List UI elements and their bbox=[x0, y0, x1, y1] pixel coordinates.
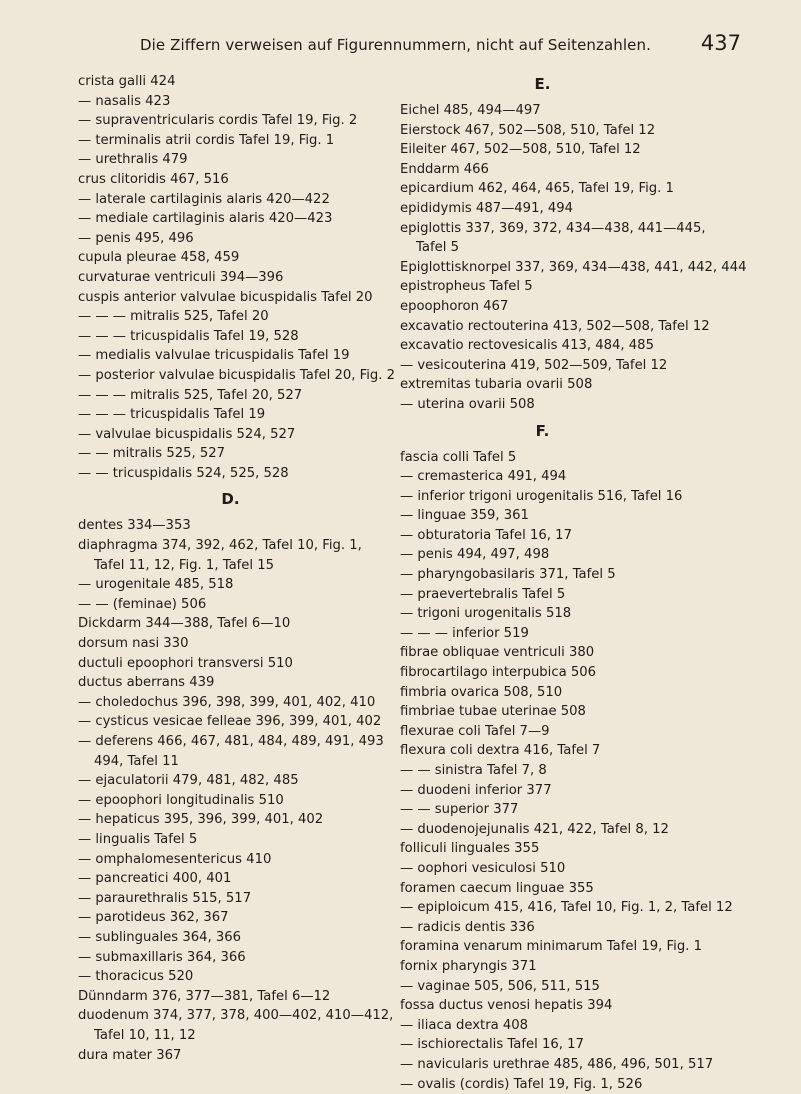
index-entry: — penis 495, 496 bbox=[78, 229, 423, 249]
index-entry: Epiglottisknorpel 337, 369, 434—438, 441, 442, 444 bbox=[400, 258, 745, 278]
index-entry: Eileiter 467, 502—508, 510, Tafel 12 bbox=[400, 140, 745, 160]
index-entry: foramina venarum minimarum Tafel 19, Fig. 1 bbox=[400, 937, 745, 957]
index-entry: cuspis anterior valvulae bicuspidalis Tafel 20 bbox=[78, 288, 423, 308]
index-entry: — hepaticus 395, 396, 399, 401, 402 bbox=[78, 810, 423, 830]
section-letter: E. bbox=[400, 72, 745, 96]
index-entry: curvaturae ventriculi 394—396 bbox=[78, 268, 423, 288]
index-entry: folliculi linguales 355 bbox=[400, 839, 745, 859]
page-header bbox=[72, 28, 741, 62]
index-entry: — oophori vesiculosi 510 bbox=[400, 859, 745, 879]
index-entry: — ovalis (cordis) Tafel 19, Fig. 1, 526 bbox=[400, 1075, 745, 1094]
index-entry: — vaginae 505, 506, 511, 515 bbox=[400, 977, 745, 997]
index-entry: crus clitoridis 467, 516 bbox=[78, 170, 423, 190]
index-entry: — sublinguales 364, 366 bbox=[78, 928, 423, 948]
index-entry: — — (feminae) 506 bbox=[78, 595, 423, 615]
index-entry: extremitas tubaria ovarii 508 bbox=[400, 375, 745, 395]
index-entry: — inferior trigoni urogenitalis 516, Tafel 16 bbox=[400, 487, 745, 507]
index-entry: — duodenojejunalis 421, 422, Tafel 8, 12 bbox=[400, 820, 745, 840]
index-entry: fimbriae tubae uterinae 508 bbox=[400, 702, 745, 722]
index-entry: flexura coli dextra 416, Tafel 7 bbox=[400, 741, 745, 761]
index-entry: fibrae obliquae ventriculi 380 bbox=[400, 643, 745, 663]
index-entry: diaphragma 374, 392, 462, Tafel 10, Fig. 1, bbox=[78, 536, 423, 556]
index-entry: excavatio rectovesicalis 413, 484, 485 bbox=[400, 336, 745, 356]
index-entry: — — tricuspidalis 524, 525, 528 bbox=[78, 464, 423, 484]
index-entry: — epoophori longitudinalis 510 bbox=[78, 791, 423, 811]
index-entry: Dünndarm 376, 377—381, Tafel 6—12 bbox=[78, 987, 423, 1007]
index-entry-continuation: 494, Tafel 11 bbox=[78, 752, 423, 772]
index-entry: ductus aberrans 439 bbox=[78, 673, 423, 693]
page-number: 437 bbox=[701, 31, 741, 55]
index-entry: — terminalis atrii cordis Tafel 19, Fig. 1 bbox=[78, 131, 423, 151]
index-entry: — vesicouterina 419, 502—509, Tafel 12 bbox=[400, 356, 745, 376]
index-column-right bbox=[400, 72, 745, 1094]
section-letter: F. bbox=[400, 419, 745, 443]
index-entry: — — superior 377 bbox=[400, 800, 745, 820]
index-entry: — trigoni urogenitalis 518 bbox=[400, 604, 745, 624]
index-entry: — nasalis 423 bbox=[78, 92, 423, 112]
index-entry: flexurae coli Tafel 7—9 bbox=[400, 722, 745, 742]
index-entry: cupula pleurae 458, 459 bbox=[78, 248, 423, 268]
index-entry: fossa ductus venosi hepatis 394 bbox=[400, 996, 745, 1016]
index-column-left bbox=[78, 72, 423, 1065]
section-letter: D. bbox=[78, 487, 423, 511]
index-entry: — radicis dentis 336 bbox=[400, 918, 745, 938]
index-entry: — lingualis Tafel 5 bbox=[78, 830, 423, 850]
index-entry: — supraventricularis cordis Tafel 19, Fig. 2 bbox=[78, 111, 423, 131]
index-entry: — valvulae bicuspidalis 524, 527 bbox=[78, 425, 423, 445]
index-entry: — pharyngobasilaris 371, Tafel 5 bbox=[400, 565, 745, 585]
index-entry: ductuli epoophori transversi 510 bbox=[78, 654, 423, 674]
index-entry: foramen caecum linguae 355 bbox=[400, 879, 745, 899]
index-entry: — iliaca dextra 408 bbox=[400, 1016, 745, 1036]
index-entry: — penis 494, 497, 498 bbox=[400, 545, 745, 565]
index-entry: dura mater 367 bbox=[78, 1046, 423, 1066]
index-entry: Enddarm 466 bbox=[400, 160, 745, 180]
index-entry: — omphalomesentericus 410 bbox=[78, 850, 423, 870]
index-entry: — pancreatici 400, 401 bbox=[78, 869, 423, 889]
index-entry: — obturatoria Tafel 16, 17 bbox=[400, 526, 745, 546]
index-entry: dorsum nasi 330 bbox=[78, 634, 423, 654]
index-entry: — laterale cartilaginis alaris 420—422 bbox=[78, 190, 423, 210]
index-entry: fimbria ovarica 508, 510 bbox=[400, 683, 745, 703]
index-entry: — medialis valvulae tricuspidalis Tafel 19 bbox=[78, 346, 423, 366]
index-entry: — linguae 359, 361 bbox=[400, 506, 745, 526]
index-entry: — paraurethralis 515, 517 bbox=[78, 889, 423, 909]
index-entry-continuation: Tafel 10, 11, 12 bbox=[78, 1026, 423, 1046]
index-entry: — — — tricuspidalis Tafel 19, 528 bbox=[78, 327, 423, 347]
index-entry: — — — mitralis 525, Tafel 20 bbox=[78, 307, 423, 327]
index-entry: — epiploicum 415, 416, Tafel 10, Fig. 1, 2, Tafel 12 bbox=[400, 898, 745, 918]
index-entry-continuation: Tafel 11, 12, Fig. 1, Tafel 15 bbox=[78, 556, 423, 576]
index-entry: — thoracicus 520 bbox=[78, 967, 423, 987]
index-entry: — navicularis urethrae 485, 486, 496, 501, 517 bbox=[400, 1055, 745, 1075]
index-entry: Dickdarm 344—388, Tafel 6—10 bbox=[78, 614, 423, 634]
index-entry: — — — mitralis 525, Tafel 20, 527 bbox=[78, 386, 423, 406]
index-entry: — cysticus vesicae felleae 396, 399, 401, 402 bbox=[78, 712, 423, 732]
index-entry: Eierstock 467, 502—508, 510, Tafel 12 bbox=[400, 121, 745, 141]
index-entry-continuation: Tafel 5 bbox=[400, 238, 745, 258]
index-entry: — ejaculatorii 479, 481, 482, 485 bbox=[78, 771, 423, 791]
index-entry: — ischiorectalis Tafel 16, 17 bbox=[400, 1035, 745, 1055]
index-entry: Eichel 485, 494—497 bbox=[400, 101, 745, 121]
index-entry: epoophoron 467 bbox=[400, 297, 745, 317]
index-entry: excavatio rectouterina 413, 502—508, Tafel 12 bbox=[400, 317, 745, 337]
running-header: Die Ziffern verweisen auf Figurennummern, nicht auf Seitenzahlen. bbox=[140, 36, 651, 54]
index-entry: — uterina ovarii 508 bbox=[400, 395, 745, 415]
index-entry: epiglottis 337, 369, 372, 434—438, 441—445, bbox=[400, 219, 745, 239]
index-entry: fascia colli Tafel 5 bbox=[400, 448, 745, 468]
index-entry: — choledochus 396, 398, 399, 401, 402, 410 bbox=[78, 693, 423, 713]
index-entry: — — sinistra Tafel 7, 8 bbox=[400, 761, 745, 781]
index-entry: fibrocartilago interpubica 506 bbox=[400, 663, 745, 683]
index-entry: — cremasterica 491, 494 bbox=[400, 467, 745, 487]
index-entry: duodenum 374, 377, 378, 400—402, 410—412, bbox=[78, 1006, 423, 1026]
index-entry: dentes 334—353 bbox=[78, 516, 423, 536]
index-entry: — mediale cartilaginis alaris 420—423 bbox=[78, 209, 423, 229]
index-entry: — submaxillaris 364, 366 bbox=[78, 948, 423, 968]
index-entry: epididymis 487—491, 494 bbox=[400, 199, 745, 219]
index-entry: — urogenitale 485, 518 bbox=[78, 575, 423, 595]
index-entry: — parotideus 362, 367 bbox=[78, 908, 423, 928]
index-entry: epicardium 462, 464, 465, Tafel 19, Fig. 1 bbox=[400, 179, 745, 199]
index-entry: — — — tricuspidalis Tafel 19 bbox=[78, 405, 423, 425]
index-entry: crista galli 424 bbox=[78, 72, 423, 92]
index-entry: — duodeni inferior 377 bbox=[400, 781, 745, 801]
index-entry: — urethralis 479 bbox=[78, 150, 423, 170]
index-entry: — praevertebralis Tafel 5 bbox=[400, 585, 745, 605]
index-entry: — — — inferior 519 bbox=[400, 624, 745, 644]
index-entry: — deferens 466, 467, 481, 484, 489, 491, 493 bbox=[78, 732, 423, 752]
index-entry: fornix pharyngis 371 bbox=[400, 957, 745, 977]
index-entry: — — mitralis 525, 527 bbox=[78, 444, 423, 464]
index-entry: — posterior valvulae bicuspidalis Tafel 20, Fig. 2 bbox=[78, 366, 423, 386]
index-entry: epistropheus Tafel 5 bbox=[400, 277, 745, 297]
